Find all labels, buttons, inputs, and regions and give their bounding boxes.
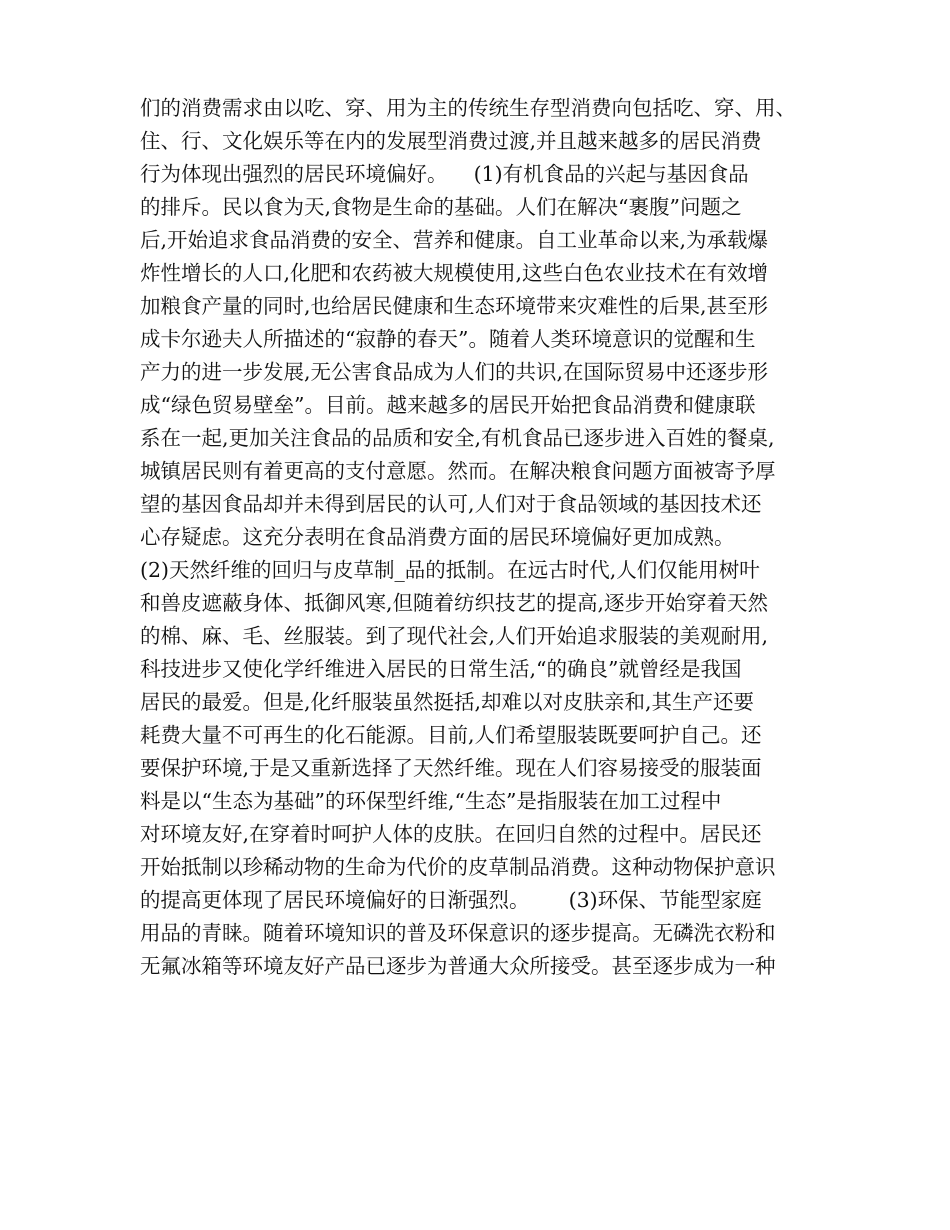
text-line: 成“绿色贸易壁垒”。目前。越来越多的居民开始把食品消费和健康联: [140, 393, 756, 417]
text-line: 对环境友好,在穿着时呵护人体的皮肤。在回归自然的过程中。居民还: [140, 822, 762, 846]
text-line: 产力的进一步发展,无公害食品成为人们的共识,在国际贸易中还逐步形: [140, 360, 769, 384]
text-line: 要保护环境,于是又重新选择了天然纤维。现在人们容易接受的服装面: [140, 756, 762, 780]
text-line: 居民的最爱。但是,化纤服装虽然挺括,却难以对皮肤亲和,其生产还要: [140, 690, 755, 714]
text-line: 开始抵制以珍稀动物的生命为代价的皮草制品消费。这种动物保护意识: [140, 855, 776, 879]
text-line: 们的消费需求由以吃、穿、用为主的传统生存型消费向包括吃、穿、用、: [140, 96, 796, 120]
text-line: 后,开始追求食品消费的安全、营养和健康。自工业革命以来,为承载爆: [140, 228, 769, 252]
text-line: 科技进步又使化学纤维进入居民的日常生活,“的确良”就曾经是我国: [140, 657, 742, 681]
text-line: 炸性增长的人口,化肥和农药被大规模使用,这些白色农业技术在有效增: [140, 261, 769, 285]
text-line: 成卡尔逊夫人所描述的“寂静的春天”。随着人类环境意识的觉醒和生: [140, 327, 756, 351]
text-line: 行为体现出强烈的居民环境偏好。 (1)有机食品的兴起与基因食品: [140, 162, 749, 186]
text-line: (2)天然纤维的回归与皮草制_品的抵制。在远古时代,人们仅能用树叶: [140, 558, 760, 582]
body-text: [140, 92, 830, 983]
text-line: 住、行、文化娱乐等在内的发展型消费过渡,并且越来越多的居民消费: [140, 129, 762, 153]
text-line: 心存疑虑。这充分表明在食品消费方面的居民环境偏好更加成熟。: [140, 525, 735, 549]
text-line: 无氟冰箱等环境友好产品已逐步为普通大众所接受。甚至逐步成为一种: [140, 954, 776, 978]
text-line: 城镇居民则有着更高的支付意愿。然而。在解决粮食问题方面被寄予厚: [140, 459, 776, 483]
text-line: 望的基因食品却并未得到居民的认可,人们对于食品领域的基因技术还: [140, 492, 762, 516]
text-line: 用品的青睐。随着环境知识的普及环保意识的逐步提高。无磷洗衣粉和: [140, 921, 776, 945]
text-line: 和兽皮遮蔽身体、抵御风寒,但随着纺织技艺的提高,逐步开始穿着天然: [140, 591, 769, 615]
text-line: 加粮食产量的同时,也给居民健康和生态环境带来灾难性的后果,甚至形: [140, 294, 769, 318]
text-line: 料是以“生态为基础”的环保型纤维,“生态”是指服装在加工过程中: [140, 789, 722, 813]
text-line: 的提高更体现了居民环境偏好的日渐强烈。 (3)环保、节能型家庭: [140, 888, 762, 912]
text-line: 系在一起,更加关注食品的品质和安全,有机食品已逐步进入百姓的餐桌,: [140, 426, 775, 450]
text-line: 的棉、麻、毛、丝服装。到了现代社会,人们开始追求服装的美观耐用,: [140, 624, 769, 648]
text-line: 的排斥。民以食为天,食物是生命的基础。人们在解决“裹腹”问题之: [140, 195, 742, 219]
text-line: 耗费大量不可再生的化石能源。目前,人们希望服装既要呵护自己。还: [140, 723, 762, 747]
